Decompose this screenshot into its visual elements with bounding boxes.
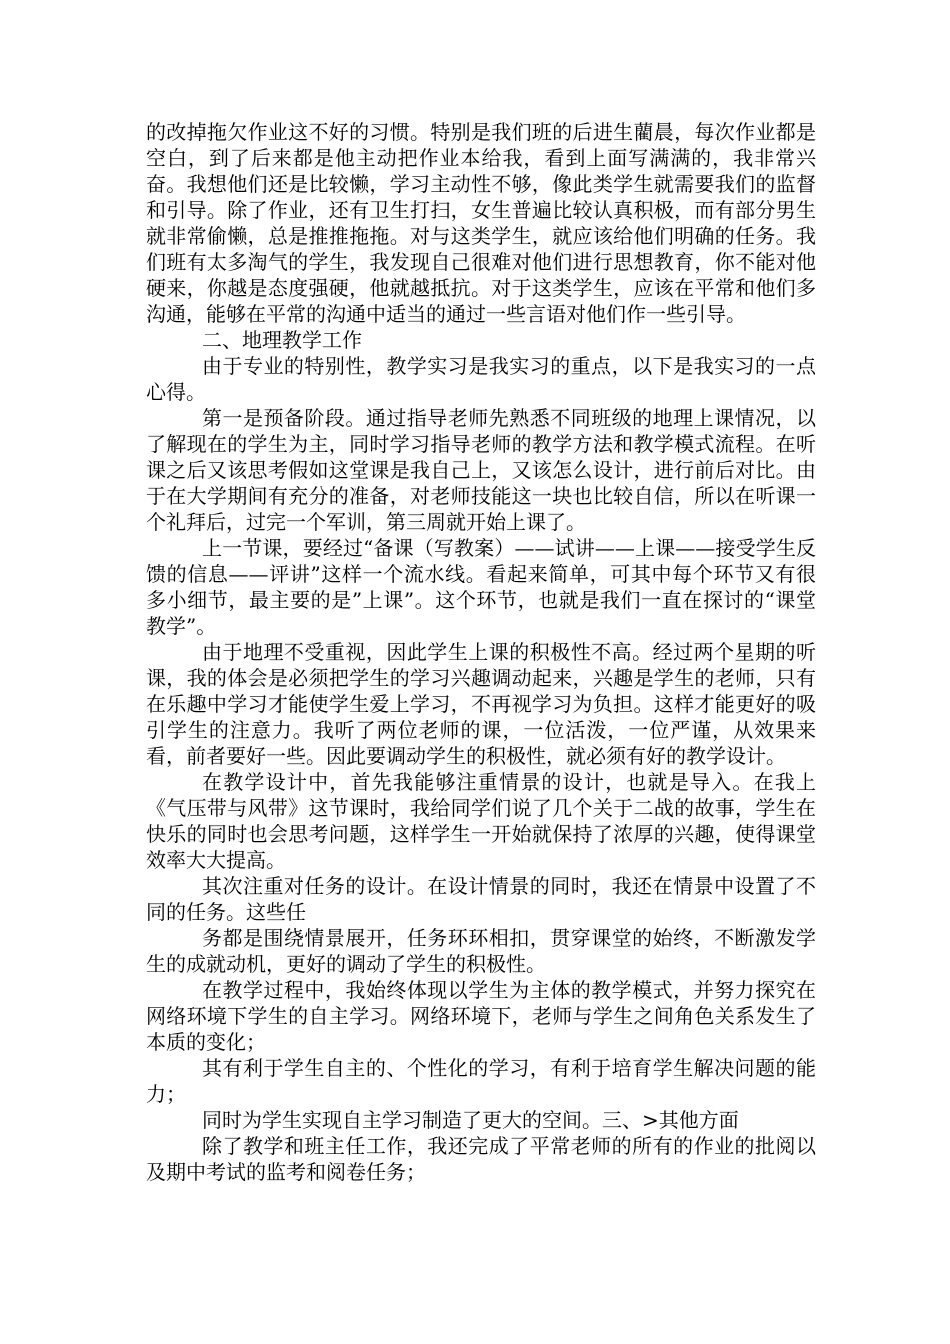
document-body	[146, 119, 816, 1185]
paragraph-student-interest: 由于地理不受重视，因此学生上课的积极性不高。经过两个星期的听课，我的体会是必须把学生的学习兴趣调动起来，兴趣是学生的老师，只有在乐趣中学习才能使学生爱上学习，不再视学习为负担。这样才能更好的吸引学生的注意力。我听了两位老师的课，一位活泼，一位严谨，从效果来看，前者要好一些。因此要调动学生的积极性，就必须有好的教学设计。	[146, 640, 816, 768]
paragraph-student-centered: 在教学过程中，我始终体现以学生为主体的教学模式，并努力探究在网络环境下学生的自主学习。网络环境下，老师与学生之间角色关系发生了本质的变化；	[146, 978, 816, 1054]
paragraph-learning-space: 同时为学生实现自主学习制造了更大的空间。三、>其他方面	[202, 1108, 739, 1132]
paragraph-teaching-focus: 由于专业的特别性，教学实习是我实习的重点，以下是我实习的一点心得。	[146, 354, 816, 404]
paragraph-task-design: 其次注重对任务的设计。在设计情景的同时，我还在情景中设置了不同的任务。这些任	[146, 874, 816, 924]
paragraph-self-learning-benefit: 其有利于学生自主的、个性化的学习，有利于培育学生解决问题的能力；	[146, 1056, 816, 1106]
section-heading-geography-teaching: 二、地理教学工作	[202, 328, 362, 352]
paragraph-lesson-pipeline: 上一节课，要经过“备课（写教案）——试讲——上课——接受学生反馈的信息——评讲”这样一个流水线。看起来简单，可其中每个环节又有很多小细节，最主要的是”上课”。这个环节，也就是我们一直在探讨的“课堂教学”。	[146, 536, 816, 638]
paragraph-preparation-stage: 第一是预备阶段。通过指导老师先熟悉不同班级的地理上课情况，以了解现在的学生为主，同时学习指导老师的教学方法和教学模式流程。在听课之后又该思考假如这堂课是我自己上，又该怎么设计，进行前后对比。由于在大学期间有充分的准备，对老师技能这一块也比较自信，所以在听课一个礼拜后，过完一个军训，第三周就开始上课了。	[146, 406, 816, 534]
paragraph-task-continuation: 务都是围绕情景展开，任务环环相扣，贯穿课堂的始终，不断激发学生的成就动机，更好的调动了学生的积极性。	[146, 926, 816, 976]
paragraph-class-management: 的改掉拖欠作业这不好的习惯。特别是我们班的后进生藺晨，每次作业都是空白，到了后来都是他主动把作业本给我，看到上面写满满的，我非常兴奋。我想他们还是比较懒，学习主动性不够，像此类学生就需要我们的监督和引导。除了作业，还有卫生打扫，女生普遍比较认真积极，而有部分男生就非常偷懒，总是推推拖拖。对与这类学生，就应该给他们明确的任务。我们班有太多淘气的学生，我发现自己很难对他们进行思想教育，你不能对他硬来，你越是态度强硬，他就越抵抗。对于这类学生，应该在平常和他们多沟通，能够在平常的沟通中适当的通过一些言语对他们作一些引导。	[146, 120, 816, 326]
paragraph-other-duties: 除了教学和班主任工作，我还完成了平常老师的所有的作业的批阅以及期中考试的监考和阅卷任务；	[146, 1134, 816, 1184]
paragraph-scene-design: 在教学设计中，首先我能够注重情景的设计，也就是导入。在我上《气压带与风带》这节课时，我给同学们说了几个关于二战的故事，学生在快乐的同时也会思考问题，这样学生一开始就保持了浓厚的兴趣，使得课堂效率大大提高。	[146, 770, 816, 872]
